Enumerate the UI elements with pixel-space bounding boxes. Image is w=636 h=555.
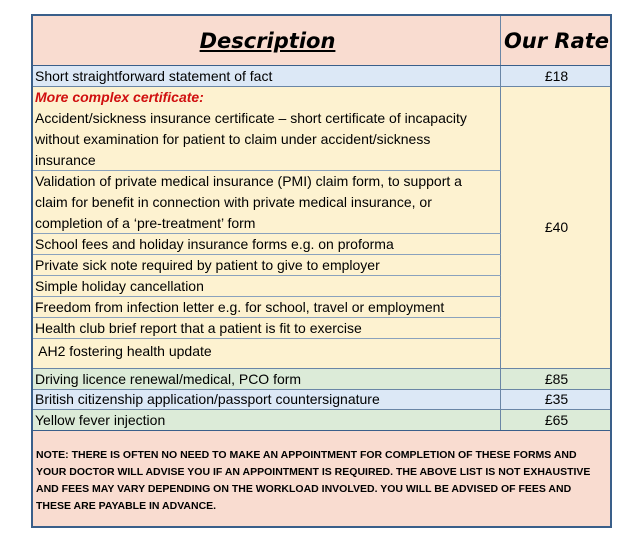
item-line: Accident/sickness insurance certificate – short certificate of incapacity (35, 110, 467, 126)
table-row (33, 369, 610, 390)
fee-table (31, 14, 612, 528)
rate-header: Our Rate (503, 28, 610, 53)
row-rate: £65 (544, 412, 569, 428)
fees-note: NOTE: THERE IS OFTEN NO NEED TO MAKE AN APPOINTMENT FOR COMPLETION OF THESE FORMS AND YOUR DOCTOR WILL ADVISE YOU IF AN APPOINTMENT IS REQUIRED. THE ABOVE LIST IS NOT EXHAUSTIVE AND FEES MAY VARY DEPENDING ON THE WORKLOAD INVOLVED. YOU WILL BE ADVISED OF FEES AND THESE ARE PAYABLE IN ADVANCE. (33, 430, 610, 526)
row-rate: £18 (544, 68, 569, 84)
list-item (33, 255, 501, 276)
complex-label-cell (33, 87, 501, 108)
row-description: Yellow fever injection (33, 410, 501, 430)
list-item (33, 171, 501, 234)
table-row (33, 390, 610, 410)
row-rate: £85 (544, 371, 569, 387)
row-rate: £35 (544, 391, 569, 407)
list-item (33, 276, 501, 297)
item-line: Private sick note required by patient to give to employer (35, 257, 380, 273)
table-row (33, 66, 610, 87)
row-description: Driving licence renewal/medical, PCO form (33, 369, 501, 389)
item-line: Simple holiday cancellation (35, 278, 204, 294)
complex-certificate-label: More complex certificate: (35, 89, 204, 105)
table-row (33, 410, 610, 430)
item-line: School fees and holiday insurance forms e.g. on proforma (35, 236, 394, 252)
item-line: Freedom from infection letter e.g. for school, travel or employment (35, 299, 445, 315)
item-line: AH2 fostering health update (35, 343, 212, 359)
list-item (33, 108, 501, 171)
complex-rate: £40 (544, 219, 569, 235)
table-header (33, 16, 610, 66)
complex-certificate-group (33, 87, 610, 369)
description-header: Description (33, 16, 501, 65)
list-item (33, 297, 501, 318)
list-item (33, 318, 501, 339)
row-description: British citizenship application/passport countersignature (33, 390, 501, 409)
list-item (33, 234, 501, 255)
item-line: completion of a ‘pre-treatment’ form (35, 215, 256, 231)
item-line: Health club brief report that a patient is fit to exercise (35, 320, 362, 336)
item-line: insurance (35, 152, 96, 168)
item-line: claim for benefit in connection with private medical insurance, or (35, 194, 432, 210)
list-item (33, 339, 501, 368)
item-line: without examination for patient to claim under accident/sickness (35, 131, 431, 147)
row-description: Short straightforward statement of fact (33, 66, 501, 86)
item-line: Validation of private medical insurance (PMI) claim form, to support a (35, 173, 462, 189)
